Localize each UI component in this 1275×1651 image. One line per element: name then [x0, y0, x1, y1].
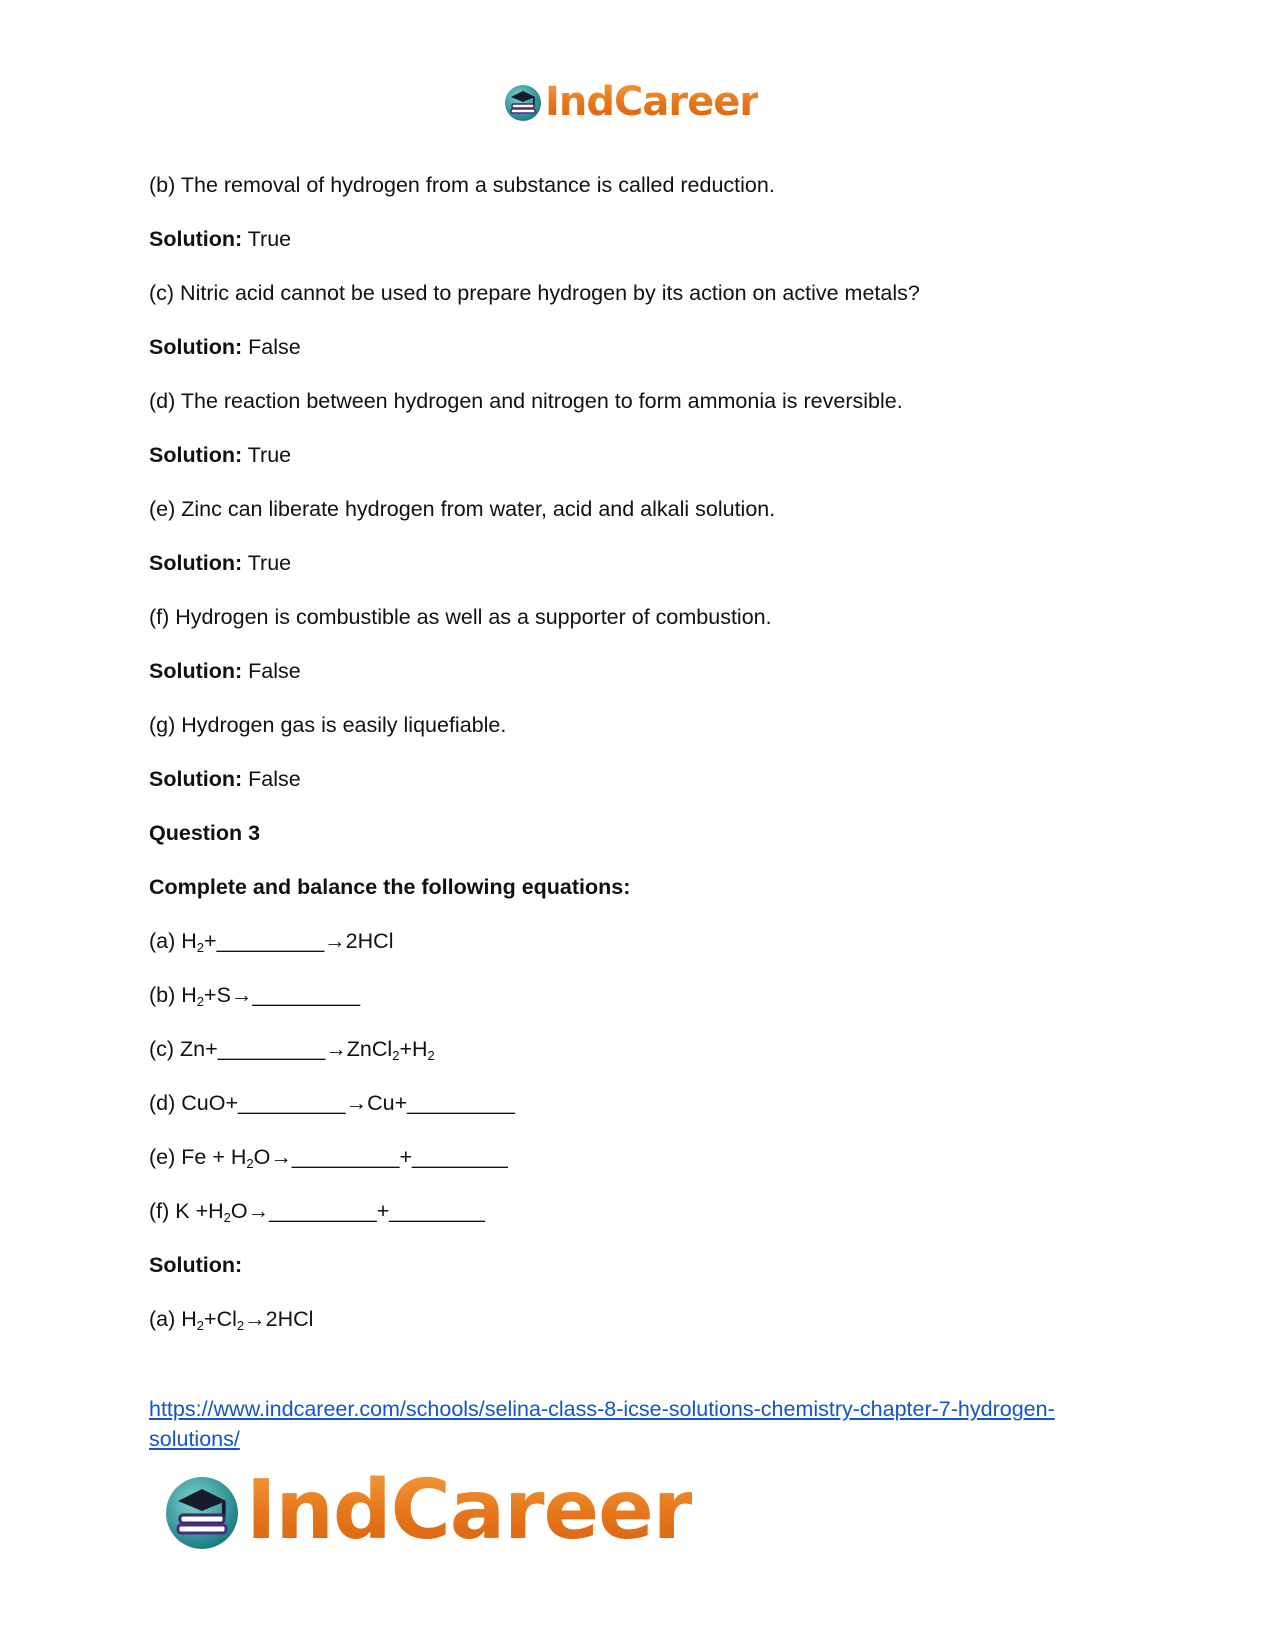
subscript: 2 — [196, 940, 205, 955]
equation-text: +_________→2HCl — [204, 929, 394, 953]
subscript: 2 — [223, 1210, 231, 1225]
statement-f: (f) Hydrogen is combustible as well as a supporter of combustion. — [149, 605, 772, 629]
statement-b: (b) The removal of hydrogen from a substance is called reduction. — [149, 173, 775, 197]
graduation-cap-books-globe-icon — [503, 82, 543, 122]
solution-d — [149, 442, 291, 468]
subscript: 2 — [196, 1318, 205, 1333]
equation-f — [149, 1198, 485, 1224]
equation-text: (a) H — [149, 929, 197, 953]
solution-heading: Solution: — [149, 1253, 243, 1277]
solution-label: Solution: — [149, 767, 243, 791]
question-3-title: Question 3 — [149, 821, 261, 845]
statement-e: (e) Zinc can liberate hydrogen from water, acid and alkali solution. — [149, 497, 776, 521]
equation-text: (a) H — [149, 1307, 197, 1331]
equation-b — [149, 982, 360, 1008]
equation-c — [149, 1036, 435, 1062]
equation-text: (f) K +H — [149, 1199, 224, 1223]
equation-text: →2HCl — [244, 1307, 314, 1331]
answer-c: False — [242, 335, 301, 359]
brand-wordmark: IndCareer — [246, 1463, 693, 1558]
answer-b: True — [242, 227, 292, 251]
equation-text: +S→_________ — [204, 983, 361, 1007]
solution-label: Solution: — [149, 551, 243, 575]
equation-text: +Cl — [204, 1307, 237, 1331]
equation-e — [149, 1144, 508, 1170]
solution-label: Solution: — [149, 659, 243, 683]
statement-c: (c) Nitric acid cannot be used to prepare hydrogen by its action on active metals? — [149, 281, 920, 305]
equation-text: (c) Zn+_________→ZnCl — [149, 1037, 393, 1061]
subscript: 2 — [246, 1156, 254, 1171]
answer-f: False — [242, 659, 301, 683]
statement-g: (g) Hydrogen gas is easily liquefiable. — [149, 713, 507, 737]
subscript: 2 — [427, 1048, 435, 1063]
solution-f — [149, 658, 301, 684]
graduation-cap-books-globe-icon — [162, 1471, 242, 1551]
source-url-link[interactable]: https://www.indcareer.com/schools/selina-class-8-icse-solutions-chemistry-chapter-7-hydrogen-solutions/ — [149, 1397, 1055, 1451]
solution-b — [149, 226, 291, 252]
subscript: 2 — [236, 1318, 245, 1333]
indcareer-logo-header — [503, 80, 758, 124]
solution-g — [149, 766, 301, 792]
equation-d: (d) CuO+_________→Cu+_________ — [149, 1091, 515, 1115]
solution-label: Solution: — [149, 335, 243, 359]
equation-text: +H — [399, 1037, 428, 1061]
equation-text: O→_________+________ — [253, 1145, 508, 1169]
equation-text: (b) H — [149, 983, 197, 1007]
equation-a — [149, 928, 393, 954]
equation-text: O→_________+________ — [230, 1199, 485, 1223]
answer-d: True — [242, 443, 292, 467]
answer-e: True — [242, 551, 292, 575]
statement-d: (d) The reaction between hydrogen and nitrogen to form ammonia is reversible. — [149, 389, 903, 413]
solution-label: Solution: — [149, 443, 243, 467]
solution-e — [149, 550, 291, 576]
subscript: 2 — [196, 994, 205, 1009]
answer-equation-a — [149, 1306, 313, 1332]
question-3-instruction: Complete and balance the following equations: — [149, 875, 631, 899]
solution-label: Solution: — [149, 227, 243, 251]
solution-c — [149, 334, 301, 360]
brand-wordmark: IndCareer — [545, 79, 759, 125]
answer-g: False — [242, 767, 301, 791]
equation-text: (e) Fe + H — [149, 1145, 247, 1169]
subscript: 2 — [392, 1048, 400, 1063]
indcareer-logo-footer — [162, 1463, 693, 1558]
